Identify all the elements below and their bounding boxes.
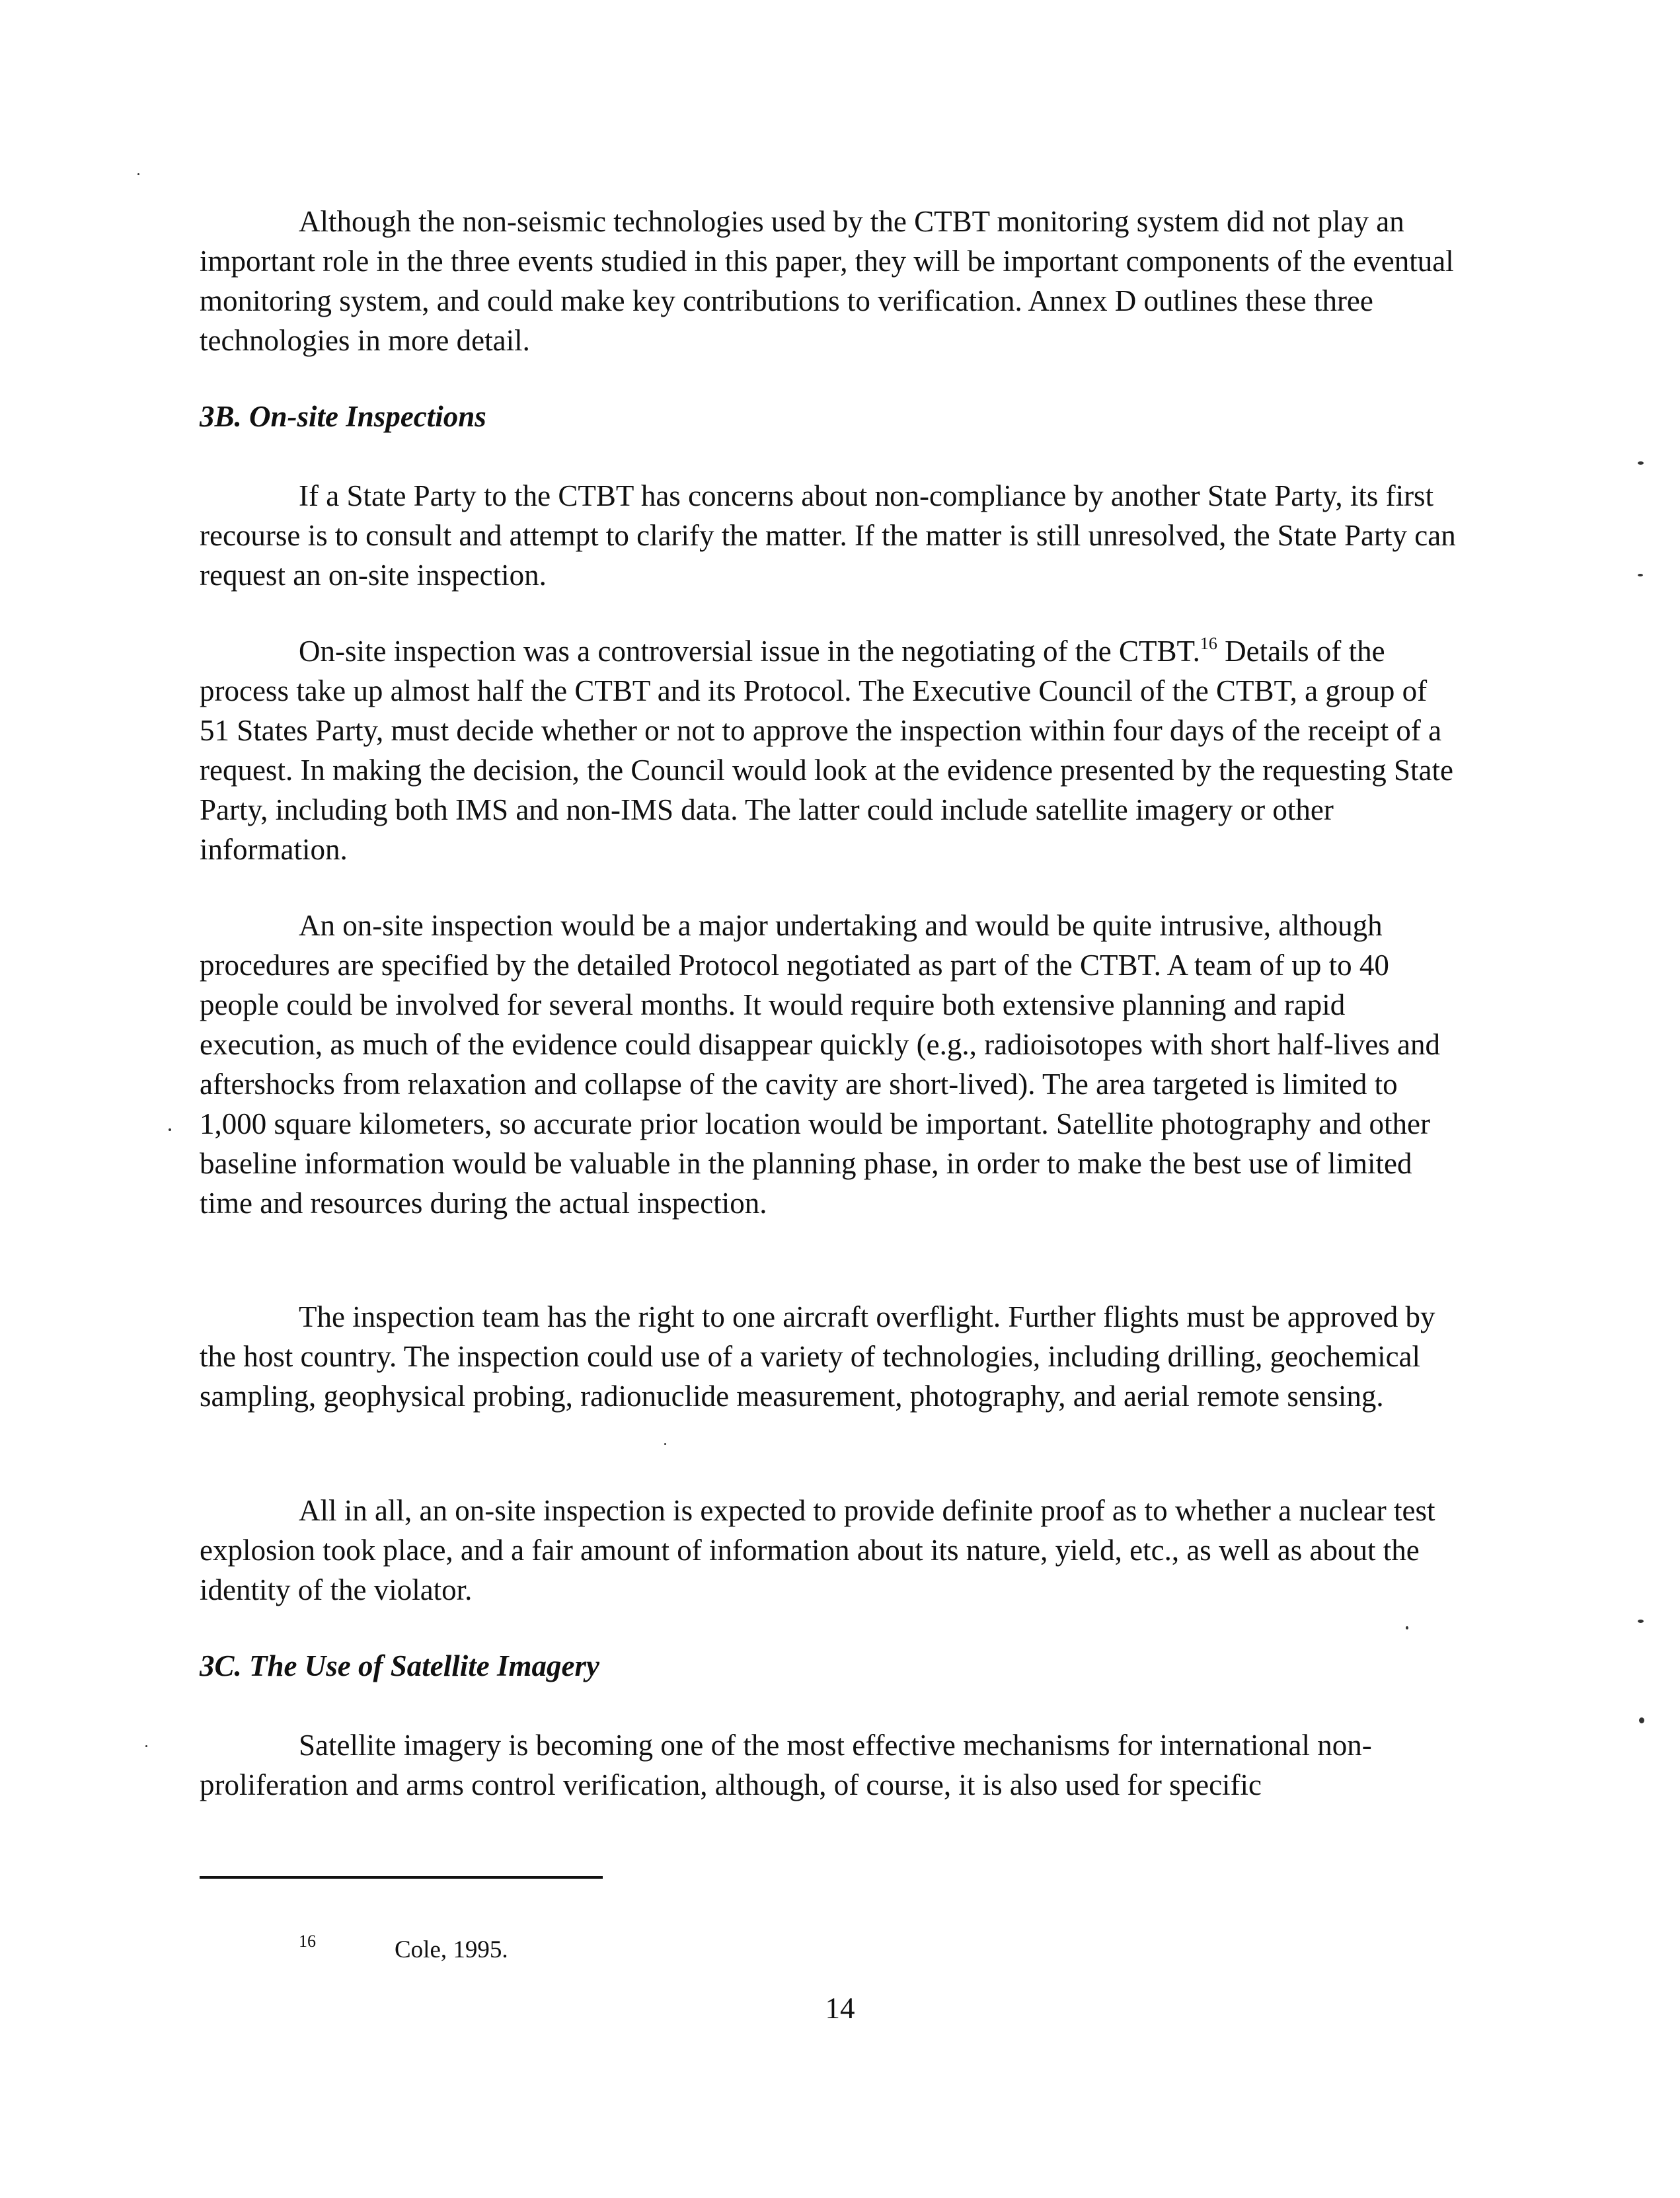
footnote-number: 16 — [299, 1932, 316, 1951]
scan-speck — [1406, 1626, 1408, 1629]
paragraph-overflight: The inspection team has the right to one aircraft overflight. Further flights must be approved by the host country. The inspection could use of a variety of technologies, including drilling, geochemical sampling, geophysical probing, radionuclide measurement, photography, and aerial remote sensing. — [200, 1300, 1435, 1413]
footnote-separator — [200, 1876, 603, 1879]
paragraph-text-end: Details of the process take up almost half the CTBT and its Protocol. The Executive Council of the CTBT, a group of 51 States Party, must decide whether or not to approve the inspection within four days of the receipt of a request. In making the decision, the Council would look at the evidence presented by the requesting State Party, including both IMS and non-IMS data. The latter could include satellite imagery or other information. — [200, 635, 1453, 866]
paragraph-on-site-controversy — [200, 631, 1459, 869]
paragraph-definite-proof: All in all, an on-site inspection is expected to provide definite proof as to whether a nuclear test explosion took place, and a fair amount of information about its nature, yield, etc., as well as about the identity of the violator. — [200, 1494, 1435, 1606]
scan-speck — [145, 1745, 147, 1747]
scan-speck — [1639, 1717, 1644, 1723]
scan-speck — [1638, 1620, 1644, 1623]
paragraph-text-start: On-site inspection was a controversial issue in the negotiating of the CTBT. — [299, 635, 1200, 668]
scan-speck — [1638, 574, 1643, 576]
paragraph-satellite-imagery: Satellite imagery is becoming one of the most effective mechanisms for international non-proliferation and arms control verification, although, of course, it is also used for specific — [200, 1729, 1372, 1801]
footnote-reference: 16 — [1200, 634, 1217, 653]
paragraph-non-seismic: Although the non-seismic technologies used by the CTBT monitoring system did not play an important role in the three events studied in this paper, they will be important components of the eventual monitoring system, and could make key contributions to verification. Annex D outlines these three technologies in more detail. — [200, 205, 1454, 357]
scan-speck — [137, 173, 139, 175]
footnote-text: Cole, 1995. — [395, 1936, 508, 1963]
section-heading-3c: 3C. The Use of Satellite Imagery — [200, 1649, 599, 1682]
paragraph-state-party-concerns: If a State Party to the CTBT has concerns about non-compliance by another State Party, its first recourse is to consult and attempt to clarify the matter. If the matter is still unresolved, the State Party can request an on-site inspection. — [200, 479, 1456, 592]
scan-speck — [1638, 461, 1644, 465]
paragraph-major-undertaking: An on-site inspection would be a major undertaking and would be quite intrusive, although procedures are specified by the detailed Protocol negotiated as part of the CTBT. A team of up to 40 people could be involved for several months. It would require both extensive planning and rapid execution, as much of the evidence could disappear quickly (e.g., radioisotopes with short half-lives and aftershocks from relaxation and collapse of the cavity are short-lived). The area targeted is limited to 1,000 square kilometers, so accurate prior location would be important. Satellite photography and other baseline information would be valuable in the planning phase, in order to make the best use of limited time and resources during the actual inspection. — [200, 909, 1440, 1220]
scan-speck — [664, 1443, 666, 1445]
section-heading-3b: 3B. On-site Inspections — [200, 400, 486, 433]
scan-speck — [169, 1128, 171, 1131]
page-number: 14 — [825, 1992, 855, 2025]
